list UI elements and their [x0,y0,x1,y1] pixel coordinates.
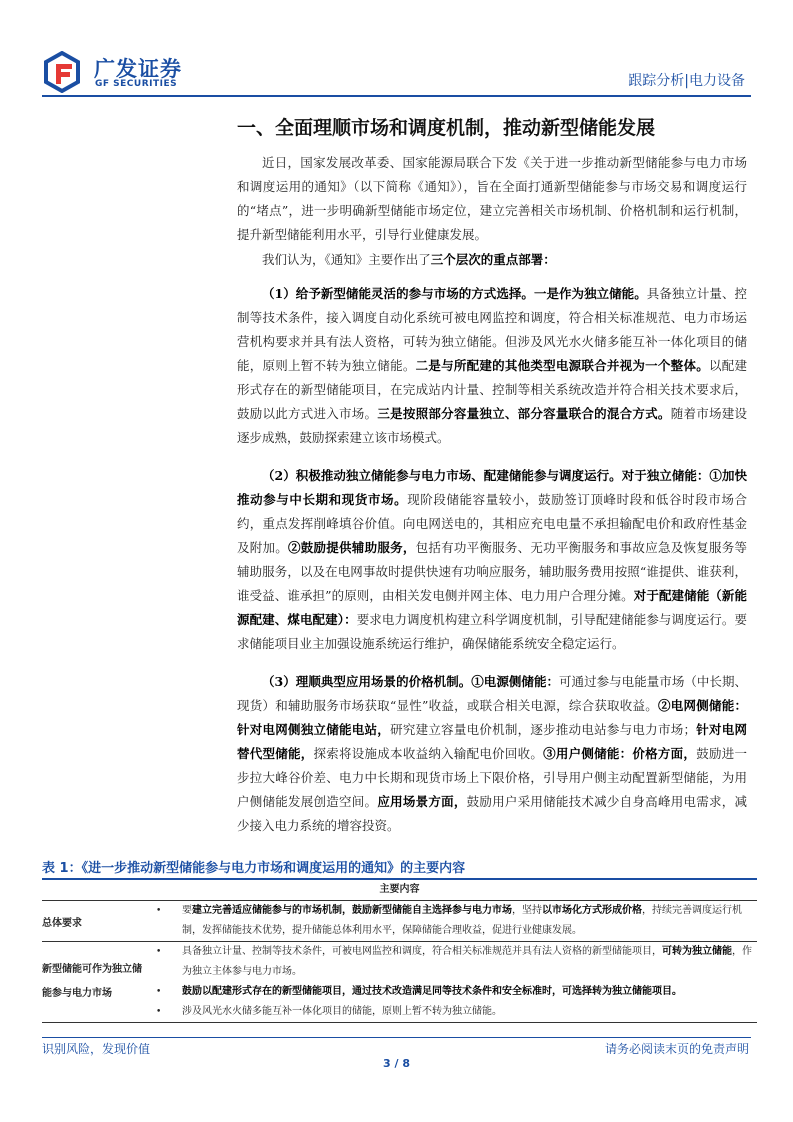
page-number: 3 / 8 [383,1057,410,1070]
text-segment: 现阶段储能容量较小，鼓励签订顶峰时段和低谷时段市场合约，重点发挥削峰填谷价值。向电网送电的，其相应充电电量不承担输配电价和政府性基金及附加。 [237,492,747,555]
bold-segment: 三是按照部分容量独立、部分容量联合的混合方式。 [377,406,671,421]
section-title: 一、全面理顺市场和调度机制，推动新型储能发展 [237,117,656,139]
footer-slogan: 识别风险，发现价值 [42,1042,151,1056]
bold-segment: 针对电网替代型储能， [237,722,747,761]
bold-segment: 建立完善适应储能参与的市场机制，鼓励新型储能自主选择参与电力市场 [192,905,512,916]
list-item [150,942,757,982]
paragraph-point-2 [237,464,747,656]
summary-bold: 三个层次的重点部署： [430,252,556,267]
paragraph-intro [237,151,747,247]
bold-segment: 鼓励以配建形式存在的新型储能项目，通过技术改造满足同等技术条件和安全标准时，可选择转为独立储能项目。 [182,986,682,997]
bold-segment: ③用户侧储能：价格方面， [543,746,697,761]
gf-logo-icon [42,51,82,93]
bold-segment: 应用场景方面， [377,794,467,809]
table-row [42,942,757,1023]
row-content [150,901,757,941]
text-segment: 随着市场建设逐步成熟，鼓励探索建立该市场模式。 [237,406,747,445]
text-segment: 研究建立容量电价机制，逐步推动电站参与电力市场； [390,722,696,737]
summary-table [42,878,757,1023]
text-segment: 以配建形式存在的新型储能项目，在完成站内计量、控制等相关系统改造并符合相关技术要求后，鼓励以此方式进入市场。 [237,358,747,421]
text-segment: 包括有功平衡服务、无功平衡服务和事故应急及恢复服务等辅助服务，以及在电网事故时提供快速有功响应服务，辅助服务费用按照“谁提供、谁获利，谁受益、谁承担”的原则，由相关发电侧并网主体、电力用户合理分摊。 [237,540,747,603]
report-category: 跟踪分析|电力设备 [628,73,745,89]
row-label: 总体要求 [42,917,82,929]
summary-text: 我们认为，《通知》主要作出了 [262,252,431,267]
bold-segment: ②鼓励提供辅助服务， [288,540,416,555]
bold-segment: 对于配建储能（新能源配建、煤电配建）： [237,588,747,627]
text-segment: ，持续完善调度运行机制，发挥储能技术优势，提升储能总体利用水平，保障储能合理收益，促进行业健康发展。 [182,905,742,936]
list-item [150,1002,757,1022]
paragraph-point-1 [237,282,747,450]
logo-english-name: GF SECURITIES [95,79,178,89]
bold-segment: （2）积极推动独立储能参与电力市场、配建储能参与调度运行。对于独立储能：①加快推动参与中长期和现货市场。 [237,468,747,507]
text-segment: 具备独立计量、控制等技术条件，接入调度自动化系统可被电网监控和调度，符合相关标准规范、电力市场运营机构要求并具有法人资格，可转为独立储能。但涉及风光水火储多能互补一体化项目的储能，原则上暂不转为独立储能。 [237,286,747,373]
paragraph-point-3 [237,670,747,838]
bold-segment: 可转为独立储能 [662,946,732,957]
bold-segment: 以市场化方式形成价格 [542,905,642,916]
bold-segment: （3）理顺典型应用场景的价格机制。①电源侧储能： [262,674,560,689]
paragraph-intro-text: 近日，国家发展改革委、国家能源局联合下发《关于进一步推动新型储能参与电力市场和调度运用的通知》（以下简称《通知》），旨在全面打通新型储能参与市场交易和调度运行的“堵点”，进一步明确新型储能市场定位，建立完善相关市场机制、价格机制和运行机制，提升新型储能利用水平，引导行业健康发展。 [237,155,747,242]
text-segment: ，作为独立主体参与电力市场。 [182,946,752,977]
text-segment: 鼓励用户采用储能技术减少自身高峰用电需求，减少接入电力系统的增容投资。 [237,794,747,833]
table-row [42,901,757,942]
text-segment: 具备独立计量、控制等技术条件，可被电网监控和调度，符合相关标准规范并具有法人资格的新型储能项目， [182,946,662,957]
company-logo [42,51,222,95]
text-segment: ，坚持 [512,905,542,916]
paragraph-summary [237,248,747,272]
bold-segment: （1）给予新型储能灵活的参与市场的方式选择。一是作为独立储能。 [262,286,647,301]
header-divider [42,95,751,97]
list-item [150,982,757,1002]
text-segment: 要求电力调度机构建立科学调度机制，引导配建储能参与调度运行。要求储能项目业主加强设施系统运行维护，确保储能系统安全稳定运行。 [237,612,747,651]
logo-chinese-name: 广发证券 [94,57,182,81]
bold-segment: ②电网侧储能：针对电网侧独立储能电站， [237,698,747,737]
list-item [150,901,757,941]
text-segment: 探索将设施成本收益纳入输配电价回收。 [313,746,544,761]
bold-segment: 二是与所配建的其他类型电源联合并视为一个整体。 [415,358,709,373]
row-content [150,942,757,1022]
row-label: 新型储能可作为独立储能参与电力市场 [42,964,142,999]
text-segment: 可通过参与电能量市场（中长期、现货）和辅助服务市场获取“显性”收益，或联合相关电源，综合获取收益。 [237,674,747,713]
text-segment: 涉及风光水火储多能互补一体化项目的储能，原则上暂不转为独立储能。 [182,1006,502,1017]
footer-disclaimer: 请务必阅读末页的免责声明 [604,1042,749,1056]
table-header: 主要内容 [42,878,757,901]
text-segment: 要 [182,905,192,916]
footer-divider [42,1037,751,1038]
text-segment: 鼓励进一步拉大峰谷价差、电力中长期和现货市场上下限价格，引导用户侧主动配置新型储能，为用户侧储能发展创造空间。 [237,746,747,809]
table-caption: 表 1：《进一步推动新型储能参与电力市场和调度运用的通知》的主要内容 [42,861,466,876]
